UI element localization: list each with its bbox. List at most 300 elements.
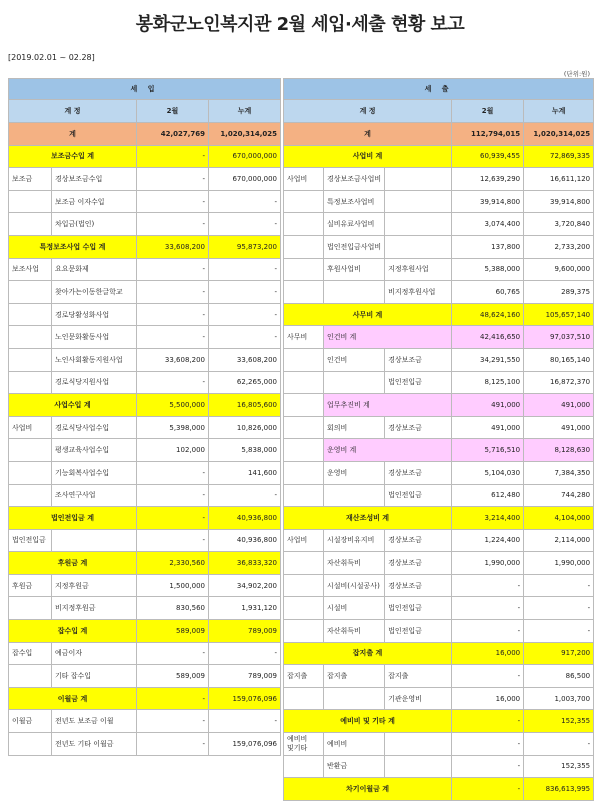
item-row xyxy=(9,439,281,462)
subtotal-row xyxy=(284,642,594,665)
item-row xyxy=(284,597,594,620)
month-value: - xyxy=(137,461,209,484)
column-header-account: 계 정 xyxy=(9,100,137,123)
subitem-cell: 잡지출 xyxy=(385,665,452,688)
subitem-cell: 경상보조금 xyxy=(385,461,452,484)
item-cell: 기능회복사업수입 xyxy=(52,461,137,484)
item-row xyxy=(284,461,594,484)
item-cell: 찾아가는이동한글학교 xyxy=(52,281,137,304)
subitem-cell xyxy=(385,733,452,756)
cumulative-value: 80,165,140 xyxy=(524,348,594,371)
item-cell: 자산취득비 xyxy=(324,552,385,575)
item-cell: 시설비(시설공사) xyxy=(324,574,385,597)
subitem-cell: 법인전입금 xyxy=(385,371,452,394)
month-value: 12,639,290 xyxy=(452,168,524,191)
expense-header: 세 출 xyxy=(284,79,594,100)
subtotal-row xyxy=(9,394,281,417)
item-cell xyxy=(324,371,385,394)
subtotal-label: 법인전입금 계 xyxy=(9,507,137,530)
subtotal-month: 60,939,455 xyxy=(452,145,524,168)
category-cell: 잡지출 xyxy=(284,665,324,688)
month-value: 589,009 xyxy=(137,665,209,688)
category-cell xyxy=(284,281,324,304)
report-title: 봉화군노인복지관 2월 세입·세출 현황 보고 xyxy=(135,14,465,35)
item-row xyxy=(284,416,594,439)
subtotal-cumulative: 16,805,600 xyxy=(209,394,281,417)
month-value: - xyxy=(137,326,209,349)
item-row xyxy=(9,168,281,191)
category-cell: 보조사업 xyxy=(9,258,52,281)
cumulative-value: - xyxy=(209,642,281,665)
cumulative-value: 152,355 xyxy=(524,755,594,778)
subtotal-month: 3,214,400 xyxy=(452,507,524,530)
item-row xyxy=(284,281,594,304)
item-row xyxy=(9,213,281,236)
subtotal-month: - xyxy=(452,710,524,733)
subtotal-cumulative: 152,355 xyxy=(524,710,594,733)
cumulative-value: - xyxy=(209,190,281,213)
subtotal-cumulative: 8,128,630 xyxy=(524,439,594,462)
pink-subtotal-row xyxy=(284,439,594,462)
cumulative-value: 1,003,700 xyxy=(524,687,594,710)
category-cell xyxy=(284,552,324,575)
cumulative-value: - xyxy=(209,213,281,236)
item-cell: 경로식당사업수입 xyxy=(52,416,137,439)
month-value: 16,000 xyxy=(452,687,524,710)
item-row xyxy=(9,348,281,371)
month-value: - xyxy=(137,213,209,236)
month-value: - xyxy=(137,484,209,507)
month-value: - xyxy=(452,665,524,688)
subtotal-cumulative: 40,936,800 xyxy=(209,507,281,530)
category-cell xyxy=(284,484,324,507)
cumulative-value: - xyxy=(209,484,281,507)
item-row xyxy=(9,281,281,304)
item-row xyxy=(284,620,594,643)
subtotal-month: 491,000 xyxy=(452,394,524,417)
subtotal-cumulative: 95,873,200 xyxy=(209,235,281,258)
item-cell: 조사연구사업 xyxy=(52,484,137,507)
category-cell: 사업비 xyxy=(284,529,324,552)
month-value: - xyxy=(452,620,524,643)
item-row xyxy=(284,687,594,710)
expense-total-row xyxy=(284,123,594,146)
subtotal-row xyxy=(284,507,594,530)
subtotal-row xyxy=(284,303,594,326)
subtotal-label: 잡수입 계 xyxy=(9,620,137,643)
item-cell xyxy=(324,484,385,507)
total-label: 계 xyxy=(9,123,137,146)
month-value: 3,074,400 xyxy=(452,213,524,236)
month-value: 5,104,030 xyxy=(452,461,524,484)
subitem-cell xyxy=(385,190,452,213)
subtotal-label: 이월금 계 xyxy=(9,687,137,710)
item-row xyxy=(284,348,594,371)
item-cell: 경상보조금사업비 xyxy=(324,168,385,191)
cumulative-value: 34,902,200 xyxy=(209,574,281,597)
total-cumulative: 1,020,314,025 xyxy=(209,123,281,146)
item-cell: 특정보조사업비 xyxy=(324,190,385,213)
cumulative-value: 670,000,000 xyxy=(209,168,281,191)
cumulative-value: - xyxy=(209,303,281,326)
item-row xyxy=(284,371,594,394)
item-row xyxy=(284,484,594,507)
subtotal-label: 사업수입 계 xyxy=(9,394,137,417)
category-cell xyxy=(284,461,324,484)
cumulative-value: - xyxy=(209,326,281,349)
subtotal-label: 사무비 계 xyxy=(284,303,452,326)
cumulative-value: - xyxy=(524,597,594,620)
category-cell: 사업비 xyxy=(284,168,324,191)
subtotal-cumulative: 36,833,320 xyxy=(209,552,281,575)
column-header-cumulative: 누계 xyxy=(209,100,281,123)
item-cell: 시설비 xyxy=(324,597,385,620)
subtotal-row xyxy=(9,687,281,710)
category-cell xyxy=(9,190,52,213)
pink-subtotal-label: 업무추진비 계 xyxy=(324,394,452,417)
month-value: 491,000 xyxy=(452,416,524,439)
column-header-account: 계 정 xyxy=(284,100,452,123)
subtotal-row xyxy=(9,235,281,258)
total-month: 42,027,769 xyxy=(137,123,209,146)
column-header-row xyxy=(284,100,594,123)
category-cell: 이월금 xyxy=(9,710,52,733)
category-cell xyxy=(9,733,52,756)
subitem-cell xyxy=(385,168,452,191)
item-cell: 예비비 xyxy=(324,733,385,756)
subtotal-month: - xyxy=(137,145,209,168)
item-row xyxy=(9,665,281,688)
cumulative-value: 2,114,000 xyxy=(524,529,594,552)
month-value: 5,388,000 xyxy=(452,258,524,281)
month-value: - xyxy=(137,258,209,281)
item-cell: 비지정후원금 xyxy=(52,597,137,620)
item-cell: 잡지출 xyxy=(324,665,385,688)
subtotal-cumulative: 670,000,000 xyxy=(209,145,281,168)
item-cell: 후원사업비 xyxy=(324,258,385,281)
subtotal-row xyxy=(9,620,281,643)
cumulative-value: 7,384,350 xyxy=(524,461,594,484)
category-cell: 사무비 xyxy=(284,326,324,349)
category-cell xyxy=(9,348,52,371)
total-month: 112,794,015 xyxy=(452,123,524,146)
subtotal-row xyxy=(284,778,594,801)
item-cell: 차입금(법인) xyxy=(52,213,137,236)
month-value: 830,560 xyxy=(137,597,209,620)
category-cell xyxy=(9,597,52,620)
item-row xyxy=(284,665,594,688)
subitem-cell: 기관운영비 xyxy=(385,687,452,710)
subtotal-cumulative: 72,869,335 xyxy=(524,145,594,168)
cumulative-value: - xyxy=(524,620,594,643)
cumulative-value: 2,733,200 xyxy=(524,235,594,258)
item-cell: 반환금 xyxy=(324,755,385,778)
pink-subtotal-label: 인건비 계 xyxy=(324,326,452,349)
month-value: - xyxy=(452,733,524,756)
item-row xyxy=(9,710,281,733)
unit-label: (단위:원) xyxy=(563,70,590,78)
subtotal-month: 42,416,650 xyxy=(452,326,524,349)
item-row xyxy=(9,642,281,665)
item-cell: 시설장비유지비 xyxy=(324,529,385,552)
category-cell xyxy=(9,484,52,507)
cumulative-value: 33,608,200 xyxy=(209,348,281,371)
item-row xyxy=(9,326,281,349)
cumulative-value: 10,826,000 xyxy=(209,416,281,439)
month-value: 34,291,550 xyxy=(452,348,524,371)
subtotal-label: 잡지출 계 xyxy=(284,642,452,665)
month-value: 8,125,100 xyxy=(452,371,524,394)
cumulative-value: - xyxy=(524,733,594,756)
month-value: - xyxy=(137,642,209,665)
item-cell: 전년도 보조금 이월 xyxy=(52,710,137,733)
category-cell xyxy=(9,326,52,349)
item-row xyxy=(9,258,281,281)
subitem-cell: 경상보조금 xyxy=(385,529,452,552)
cumulative-value: 3,720,840 xyxy=(524,213,594,236)
subtotal-month: 5,500,000 xyxy=(137,394,209,417)
category-cell xyxy=(284,416,324,439)
subitem-cell: 비지정후원사업 xyxy=(385,281,452,304)
column-header-cumulative: 누계 xyxy=(524,100,594,123)
income-header: 세 입 xyxy=(9,79,281,100)
cumulative-value: 744,280 xyxy=(524,484,594,507)
subtotal-month: 5,716,510 xyxy=(452,439,524,462)
cumulative-value: 5,838,000 xyxy=(209,439,281,462)
item-cell xyxy=(52,529,137,552)
category-cell xyxy=(9,213,52,236)
item-row xyxy=(284,755,594,778)
category-cell xyxy=(9,665,52,688)
month-value: 137,800 xyxy=(452,235,524,258)
item-cell xyxy=(324,687,385,710)
subitem-cell: 경상보조금 xyxy=(385,416,452,439)
cumulative-value: 141,600 xyxy=(209,461,281,484)
month-value: - xyxy=(137,529,209,552)
category-cell: 예비비 및기타 xyxy=(284,733,324,756)
cumulative-value: 86,500 xyxy=(524,665,594,688)
cumulative-value: 491,000 xyxy=(524,416,594,439)
subitem-cell: 경상보조금 xyxy=(385,552,452,575)
item-cell: 경로식당지원사업 xyxy=(52,371,137,394)
item-row xyxy=(9,733,281,756)
income-header-row xyxy=(9,79,281,100)
category-cell: 후원금 xyxy=(9,574,52,597)
item-cell: 경로당활성화사업 xyxy=(52,303,137,326)
category-cell xyxy=(284,258,324,281)
cumulative-value: 62,265,000 xyxy=(209,371,281,394)
item-row xyxy=(284,574,594,597)
item-row xyxy=(9,190,281,213)
subtotal-row xyxy=(284,145,594,168)
month-value: - xyxy=(137,710,209,733)
subitem-cell: 법인전입금 xyxy=(385,597,452,620)
cumulative-value: 16,611,120 xyxy=(524,168,594,191)
column-header-month: 2월 xyxy=(452,100,524,123)
subtotal-month: 16,000 xyxy=(452,642,524,665)
category-cell xyxy=(284,687,324,710)
month-value: - xyxy=(137,281,209,304)
item-row xyxy=(9,371,281,394)
item-row xyxy=(284,168,594,191)
expense-header-row xyxy=(284,79,594,100)
category-cell xyxy=(9,439,52,462)
item-row xyxy=(9,303,281,326)
item-cell: 자산취득비 xyxy=(324,620,385,643)
month-value: - xyxy=(137,303,209,326)
category-cell xyxy=(284,348,324,371)
column-header-month: 2월 xyxy=(137,100,209,123)
category-cell xyxy=(284,439,324,462)
month-value: 1,224,400 xyxy=(452,529,524,552)
item-row xyxy=(284,213,594,236)
item-row xyxy=(9,461,281,484)
cumulative-value: - xyxy=(209,258,281,281)
month-value: - xyxy=(452,574,524,597)
subitem-cell: 법인전입금 xyxy=(385,620,452,643)
cumulative-value: - xyxy=(209,710,281,733)
subitem-cell xyxy=(385,213,452,236)
category-cell xyxy=(284,213,324,236)
subtotal-label: 특정보조사업 수입 계 xyxy=(9,235,137,258)
subtotal-cumulative: 836,613,995 xyxy=(524,778,594,801)
pink-subtotal-row xyxy=(284,394,594,417)
cumulative-value: 9,600,000 xyxy=(524,258,594,281)
category-cell xyxy=(284,394,324,417)
item-row xyxy=(9,574,281,597)
item-row xyxy=(284,552,594,575)
category-cell xyxy=(284,755,324,778)
subtotal-cumulative: 917,200 xyxy=(524,642,594,665)
subitem-cell xyxy=(385,755,452,778)
subitem-cell: 지정후원사업 xyxy=(385,258,452,281)
item-cell: 인건비 xyxy=(324,348,385,371)
subtotal-month: 2,330,560 xyxy=(137,552,209,575)
column-header-row xyxy=(9,100,281,123)
subtotal-month: 33,608,200 xyxy=(137,235,209,258)
category-cell xyxy=(9,461,52,484)
cumulative-value: 289,375 xyxy=(524,281,594,304)
subtotal-label: 재산조성비 계 xyxy=(284,507,452,530)
report-period: [2019.02.01 ~ 02.28] xyxy=(8,53,95,62)
category-cell xyxy=(284,574,324,597)
subtotal-month: 48,624,160 xyxy=(452,303,524,326)
category-cell xyxy=(284,620,324,643)
pink-subtotal-label: 운영비 계 xyxy=(324,439,452,462)
subtotal-month: - xyxy=(137,687,209,710)
month-value: - xyxy=(452,597,524,620)
cumulative-value: 1,931,120 xyxy=(209,597,281,620)
category-cell xyxy=(284,190,324,213)
subtotal-row xyxy=(284,710,594,733)
subtotal-row xyxy=(9,145,281,168)
item-cell: 경상보조금수입 xyxy=(52,168,137,191)
category-cell xyxy=(9,303,52,326)
cumulative-value: - xyxy=(524,574,594,597)
category-cell xyxy=(9,281,52,304)
income-total-row xyxy=(9,123,281,146)
month-value: 33,608,200 xyxy=(137,348,209,371)
item-cell: 운영비 xyxy=(324,461,385,484)
subitem-cell: 경상보조금 xyxy=(385,348,452,371)
month-value: - xyxy=(452,755,524,778)
item-cell: 기타 잡수입 xyxy=(52,665,137,688)
category-cell: 사업비 xyxy=(9,416,52,439)
month-value: 5,398,000 xyxy=(137,416,209,439)
category-cell xyxy=(9,371,52,394)
category-cell: 잡수입 xyxy=(9,642,52,665)
month-value: - xyxy=(137,190,209,213)
item-row xyxy=(284,258,594,281)
item-cell: 실비유료사업비 xyxy=(324,213,385,236)
cumulative-value: 789,009 xyxy=(209,665,281,688)
item-row xyxy=(9,597,281,620)
month-value: - xyxy=(137,168,209,191)
item-cell: 노인사회활동지원사업 xyxy=(52,348,137,371)
item-cell xyxy=(324,281,385,304)
income-table xyxy=(8,78,281,756)
subtotal-label: 차기이월금 계 xyxy=(284,778,452,801)
expense-table xyxy=(283,78,594,801)
month-value: - xyxy=(137,733,209,756)
subitem-cell: 법인전입금 xyxy=(385,484,452,507)
item-cell: 요요문화제 xyxy=(52,258,137,281)
subtotal-cumulative: 105,657,140 xyxy=(524,303,594,326)
subtotal-month: - xyxy=(137,507,209,530)
item-cell: 예금이자 xyxy=(52,642,137,665)
item-cell: 회의비 xyxy=(324,416,385,439)
item-cell: 평생교육사업수입 xyxy=(52,439,137,462)
item-row xyxy=(284,190,594,213)
month-value: - xyxy=(137,371,209,394)
category-cell: 보조금 xyxy=(9,168,52,191)
subtotal-cumulative: 789,009 xyxy=(209,620,281,643)
cumulative-value: 39,914,800 xyxy=(524,190,594,213)
subtotal-month: 589,009 xyxy=(137,620,209,643)
subtotal-label: 후원금 계 xyxy=(9,552,137,575)
pink-subtotal-row xyxy=(284,326,594,349)
category-cell xyxy=(284,235,324,258)
item-row xyxy=(9,484,281,507)
item-row xyxy=(284,529,594,552)
item-row xyxy=(9,416,281,439)
subtotal-row xyxy=(9,552,281,575)
subtotal-label: 예비비 및 기타 계 xyxy=(284,710,452,733)
category-cell xyxy=(284,597,324,620)
item-row xyxy=(9,529,281,552)
subtotal-row xyxy=(9,507,281,530)
category-cell: 법인전입금 xyxy=(9,529,52,552)
cumulative-value: 1,990,000 xyxy=(524,552,594,575)
subitem-cell xyxy=(385,235,452,258)
item-cell: 노인문화활동사업 xyxy=(52,326,137,349)
subtotal-cumulative: 491,000 xyxy=(524,394,594,417)
total-label: 계 xyxy=(284,123,452,146)
cumulative-value: 40,936,800 xyxy=(209,529,281,552)
item-cell: 보조금 이자수입 xyxy=(52,190,137,213)
subtotal-month: - xyxy=(452,778,524,801)
month-value: 1,500,000 xyxy=(137,574,209,597)
subitem-cell: 경상보조금 xyxy=(385,574,452,597)
month-value: 1,990,000 xyxy=(452,552,524,575)
item-row xyxy=(284,733,594,756)
item-cell: 지정후원금 xyxy=(52,574,137,597)
item-cell: 전년도 기타 이월금 xyxy=(52,733,137,756)
subtotal-cumulative: 159,076,096 xyxy=(209,687,281,710)
subtotal-label: 보조금수입 계 xyxy=(9,145,137,168)
subtotal-label: 사업비 계 xyxy=(284,145,452,168)
subtotal-cumulative: 97,037,510 xyxy=(524,326,594,349)
